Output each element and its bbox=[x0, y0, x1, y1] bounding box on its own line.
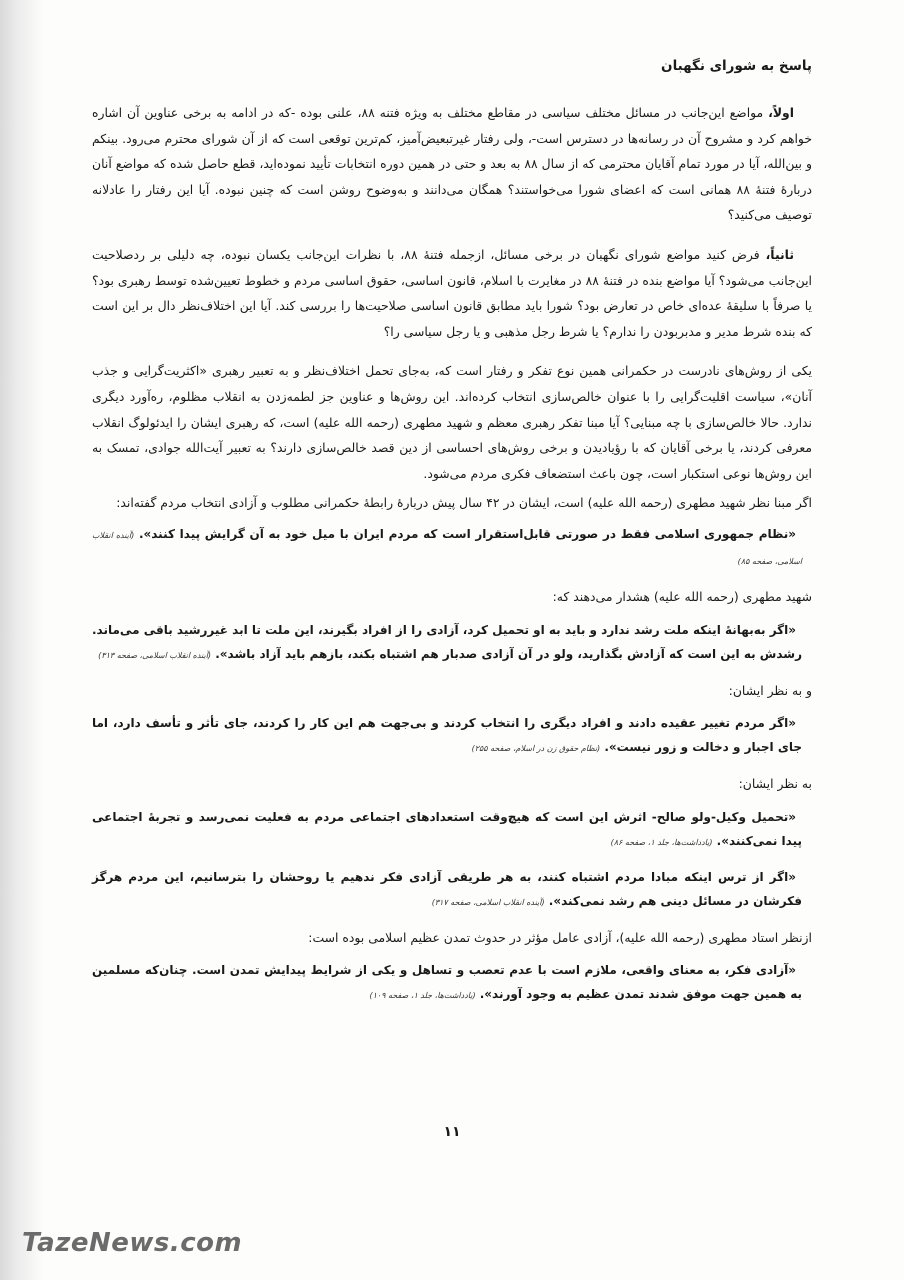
page-header-title: پاسخ به شورای نگهبان bbox=[661, 58, 812, 74]
paragraph-first-text: مواضع این‌جانب در مسائل مختلف سیاسی در مقاطع مختلف به ویژه فتنه ۸۸، علنی بوده -که در ادامه به برخی عناوین آن اشاره خواهم کرد و مشروح آن در رسانه‌ها در دسترس است-، ولی رفتار غیرتبعیض‌آمیز، کم‌ترین توقعی است که از آن شورای محترم می‌رود. بینکم و بین‌الله، آیا در مورد تمام آقایان محترمی که از سال ۸۸ به بعد و حتی در همین دوره انتخابات تأیید نموده‌اید، قطع حاصل شده که مواضع آنان دربارهٔ فتنهٔ ۸۸ همانی است که اعضای شورا می‌خواستند؟ همگان می‌دانند و به‌وضوح روشن است که چنین نبوده. آیا این رفتار را عادلانه توصیف می‌کنید؟ bbox=[92, 105, 812, 223]
paragraph-second bbox=[92, 242, 812, 344]
quote-2 bbox=[92, 618, 812, 668]
quote-6 bbox=[92, 958, 812, 1008]
quote-4-source: (یادداشت‌ها، جلد ۱، صفحه ۸۶) bbox=[610, 837, 713, 847]
document-body bbox=[92, 100, 812, 1018]
quote-3-text: «اگر مردم تغییر عقیده دادند و افراد دیگری را انتخاب کردند و بی‌جهت هم این کار را کردند، جای تأثر و تأسف دارد، اما جای اجبار و دخالت و زور نیست». bbox=[92, 716, 802, 755]
quote-5-source: (آینده انقلاب اسلامی، صفحه ۳۱۷) bbox=[431, 897, 545, 907]
paragraph-first bbox=[92, 100, 812, 228]
paragraph-sixth: و به نظر ایشان: bbox=[728, 682, 812, 698]
paragraph-fifth: شهید مطهری (رحمه الله علیه) هشدار می‌دهند که: bbox=[552, 588, 812, 604]
paragraph-fourth-text: اگر مبنا نظر شهید مطهری (رحمه الله علیه) است، ایشان در ۴۲ سال پیش دربارهٔ رابطهٔ حکمرانی مطلوب و آزادی انتخاب مردم گفته‌اند: bbox=[116, 495, 812, 511]
paragraph-first-lead: اولاً، bbox=[768, 105, 794, 120]
quote-2-text: «اگر به‌بهانهٔ اینکه ملت رشد ندارد و باید به او تحمیل کرد، آزادی را از افراد بگیرند، این ملت تا ابد غیررشید باقی می‌ماند. رشدش به این است که آزادش بگذارید، ولو در آن آزادی صدبار هم اشتباه بکند، بازهم باید آزاد باشد». bbox=[92, 622, 802, 661]
paragraph-third bbox=[92, 358, 812, 486]
quote-2-source: (آینده انقلاب اسلامی، صفحه ۳۱۳) bbox=[98, 650, 212, 660]
quote-1-source: (آینده انقلاب اسلامی، صفحه ۸۵) bbox=[92, 530, 802, 566]
quote-1-text: «نظام جمهوری اسلامی فقط در صورتی قابل‌استقرار است که مردم ایران با میل خود به آن گرایش پیدا کنند». bbox=[138, 526, 797, 541]
paragraph-eighth: ازنظر استاد مطهری (رحمه الله علیه)، آزادی عامل مؤثر در حدوث تمدن عظیم اسلامی بوده است: bbox=[308, 929, 812, 945]
paragraph-seventh: به نظر ایشان: bbox=[738, 776, 812, 792]
quote-5-text: «اگر از ترس اینکه مبادا مردم اشتباه کنند، به هر طریقی آزادی فکر ندهیم یا روحشان را بترسانیم، این مردم هرگز فکرشان در مسائل دینی هم رشد نمی‌کند». bbox=[92, 869, 802, 908]
paragraph-third-text: یکی از روش‌های نادرست در حکمرانی همین نوع تفکر و رفتار است که، به‌جای تحمل اختلاف‌نظر و به تعبیر رهبری «اکثریت‌گرایی و جذب آنان»، سیاست اقلیت‌گرایی را با عنوان خالص‌سازی انتخاب کرده‌اند. این روش‌ها و عناوین جز لطمه‌زدن به انقلاب مظلوم، ره‌آورد دیگری ندارد. حالا خالص‌سازی با چه مبنایی؟ آیا مبنا تفکر رهبری معظم و شهید مطهری (رحمه الله علیه) است، که رهبری ایشان را ایدئولوگ انقلاب معرفی کردند، یا برخی آقایان که با رؤیادیدن و برخی روش‌های احساسی از دین قصد خالص‌سازی دارند؟ به تعبیر آیت‌الله جوادی، تمسک به این روش‌ها نوعی استکبار است، چون باعث استضعاف فکری مردم می‌شود. bbox=[92, 363, 812, 481]
quote-4 bbox=[92, 805, 812, 855]
quote-5 bbox=[92, 865, 812, 915]
quote-3-source: (نظام حقوق زن در اسلام، صفحه ۲۵۵) bbox=[471, 744, 601, 754]
quote-6-source: (یادداشت‌ها، جلد ۱، صفحه ۱۰۹) bbox=[369, 991, 476, 1001]
quote-1 bbox=[92, 522, 812, 574]
quote-3 bbox=[92, 711, 812, 761]
site-watermark: TazeNews.com bbox=[22, 1228, 243, 1258]
paragraph-fourth bbox=[92, 490, 812, 516]
quote-4-text: «تحمیل وکیل-ولو صالح- اثرش این است که هیچ‌وقت استعدادهای اجتماعی مردم به فعلیت نمی‌رسد و تجربهٔ اجتماعی پیدا نمی‌کنند». bbox=[92, 809, 802, 848]
paragraph-second-text: فرض کنید مواضع شورای نگهبان در برخی مسائل، ازجمله فتنهٔ ۸۸، با نظرات این‌جانب یکسان نبوده، چه دلیلی بر ردصلاحیت این‌جانب می‌شود؟ آیا مواضع بنده در فتنهٔ ۸۸ در مغایرت با اسلام، قانون اساسی، حقوق اساسی مردم و خطوط تعیین‌شده توسط رهبری بود؟ یا صرفاً با سلیقهٔ عده‌ای خاص در تعارض بود؟ شورا باید مطابق قانون اساسی صلاحیت‌ها را بررسی کند. آیا این اختلاف‌نظر دال بر این است که بنده شرط مدیر و مدبربودن را ندارم؟ یا شرط رجل مذهبی و یا رجل سیاسی را؟ bbox=[92, 246, 812, 339]
quote-6-text: «آزادی فکر، به معنای واقعی، ملازم است با عدم تعصب و تساهل و یکی از شرایط پیدایش تمدن است. چنان‌که مسلمین به همین جهت موفق شدند تمدن عظیم به وجود آورند». bbox=[92, 963, 802, 1002]
page-number: ۱۱ bbox=[443, 1124, 461, 1140]
paragraph-second-lead: ثانیاً، bbox=[765, 246, 794, 262]
scan-margin-shadow bbox=[0, 0, 44, 1280]
